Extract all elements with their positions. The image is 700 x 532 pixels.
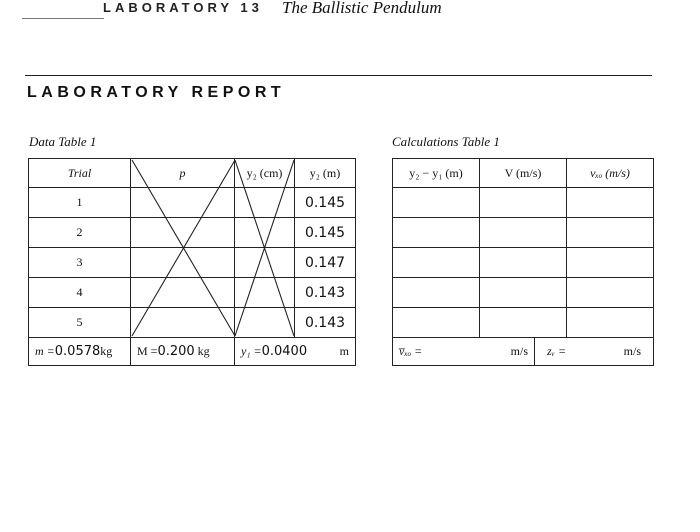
mass-M-label: M = bbox=[137, 344, 158, 358]
table-row bbox=[393, 218, 654, 248]
calc-table-header-row bbox=[393, 159, 654, 188]
header-p: p bbox=[131, 159, 235, 188]
y1-unit: m bbox=[339, 344, 349, 358]
header-y2-m: y₂ (m) bbox=[295, 159, 356, 188]
calc-cell bbox=[393, 188, 480, 218]
y2-m-cell: 0.143 bbox=[295, 308, 356, 338]
y2-cm-cell bbox=[235, 248, 295, 278]
mass-m-value: 0.0578 bbox=[54, 344, 101, 359]
calc-cell bbox=[480, 248, 567, 278]
table-row bbox=[393, 188, 654, 218]
report-title: LABORATORY REPORT bbox=[27, 84, 286, 101]
trial-cell: 1 bbox=[29, 188, 131, 218]
p-cell bbox=[131, 278, 235, 308]
mass-M-cell bbox=[131, 338, 235, 366]
table-row bbox=[393, 278, 654, 308]
calc-cell bbox=[567, 278, 654, 308]
mean-vxo-unit: m/s bbox=[510, 344, 528, 358]
table-row bbox=[29, 308, 356, 338]
p-cell bbox=[131, 188, 235, 218]
lab-number-label: LABORATORY 13 bbox=[103, 0, 263, 15]
p-cell bbox=[131, 308, 235, 338]
data-table-caption: Data Table 1 bbox=[29, 134, 97, 149]
header-y2-cm: y₂ (cm) bbox=[235, 159, 295, 188]
y2-m-cell: 0.143 bbox=[295, 278, 356, 308]
calc-cell bbox=[393, 218, 480, 248]
table-row bbox=[393, 248, 654, 278]
calc-cell bbox=[480, 308, 567, 338]
calc-cell bbox=[567, 248, 654, 278]
header-vxo: vₓₒ (m/s) bbox=[567, 159, 654, 188]
y1-label: y₁ = bbox=[241, 344, 262, 358]
mass-m-cell bbox=[29, 338, 131, 366]
calc-table-caption: Calculations Table 1 bbox=[392, 134, 500, 149]
data-table bbox=[28, 158, 356, 366]
table-row bbox=[29, 188, 356, 218]
table-row bbox=[29, 278, 356, 308]
header-trial: Trial bbox=[29, 159, 131, 188]
header-rule-short bbox=[22, 18, 104, 19]
p-cell bbox=[131, 248, 235, 278]
calc-cell bbox=[567, 188, 654, 218]
y2-m-cell: 0.147 bbox=[295, 248, 356, 278]
mean-vxo-cell bbox=[393, 338, 535, 365]
header-V: V (m/s) bbox=[480, 159, 567, 188]
table-row bbox=[393, 308, 654, 338]
data-table-footer-row bbox=[29, 338, 356, 366]
header-y2-minus-y1: y₂ − y₁ (m) bbox=[393, 159, 480, 188]
calc-cell bbox=[480, 188, 567, 218]
calc-table bbox=[392, 158, 654, 366]
calc-table-footer-row bbox=[393, 338, 654, 366]
zv-unit: m/s bbox=[623, 344, 641, 358]
mass-m-label: m = bbox=[35, 344, 55, 358]
zv-cell bbox=[535, 338, 653, 365]
mean-vxo-label: v̅ₓₒ = bbox=[399, 344, 423, 358]
y2-cm-cell bbox=[235, 188, 295, 218]
y2-cm-cell bbox=[235, 218, 295, 248]
trial-cell: 3 bbox=[29, 248, 131, 278]
calc-cell bbox=[393, 308, 480, 338]
calc-cell bbox=[480, 218, 567, 248]
y2-cm-cell bbox=[235, 278, 295, 308]
trial-cell: 5 bbox=[29, 308, 131, 338]
data-table-header-row bbox=[29, 159, 356, 188]
table-row bbox=[29, 248, 356, 278]
calc-cell bbox=[393, 248, 480, 278]
zv-label: zᵥ = bbox=[547, 344, 567, 358]
trial-cell: 2 bbox=[29, 218, 131, 248]
mass-M-value: 0.200 bbox=[157, 344, 195, 359]
trial-cell: 4 bbox=[29, 278, 131, 308]
calc-cell bbox=[567, 218, 654, 248]
table-row bbox=[29, 218, 356, 248]
y2-m-cell: 0.145 bbox=[295, 218, 356, 248]
mass-M-unit: kg bbox=[197, 344, 210, 358]
y2-cm-cell bbox=[235, 308, 295, 338]
mass-m-unit: kg bbox=[100, 344, 113, 358]
calc-cell bbox=[480, 278, 567, 308]
section-rule bbox=[25, 75, 652, 76]
calc-cell bbox=[393, 278, 480, 308]
y1-cell bbox=[235, 338, 356, 366]
lab-title: The Ballistic Pendulum bbox=[282, 0, 442, 17]
calc-cell bbox=[567, 308, 654, 338]
p-cell bbox=[131, 218, 235, 248]
y1-value: 0.0400 bbox=[261, 344, 308, 359]
calc-footer-cell bbox=[393, 338, 654, 366]
y2-m-cell: 0.145 bbox=[295, 188, 356, 218]
